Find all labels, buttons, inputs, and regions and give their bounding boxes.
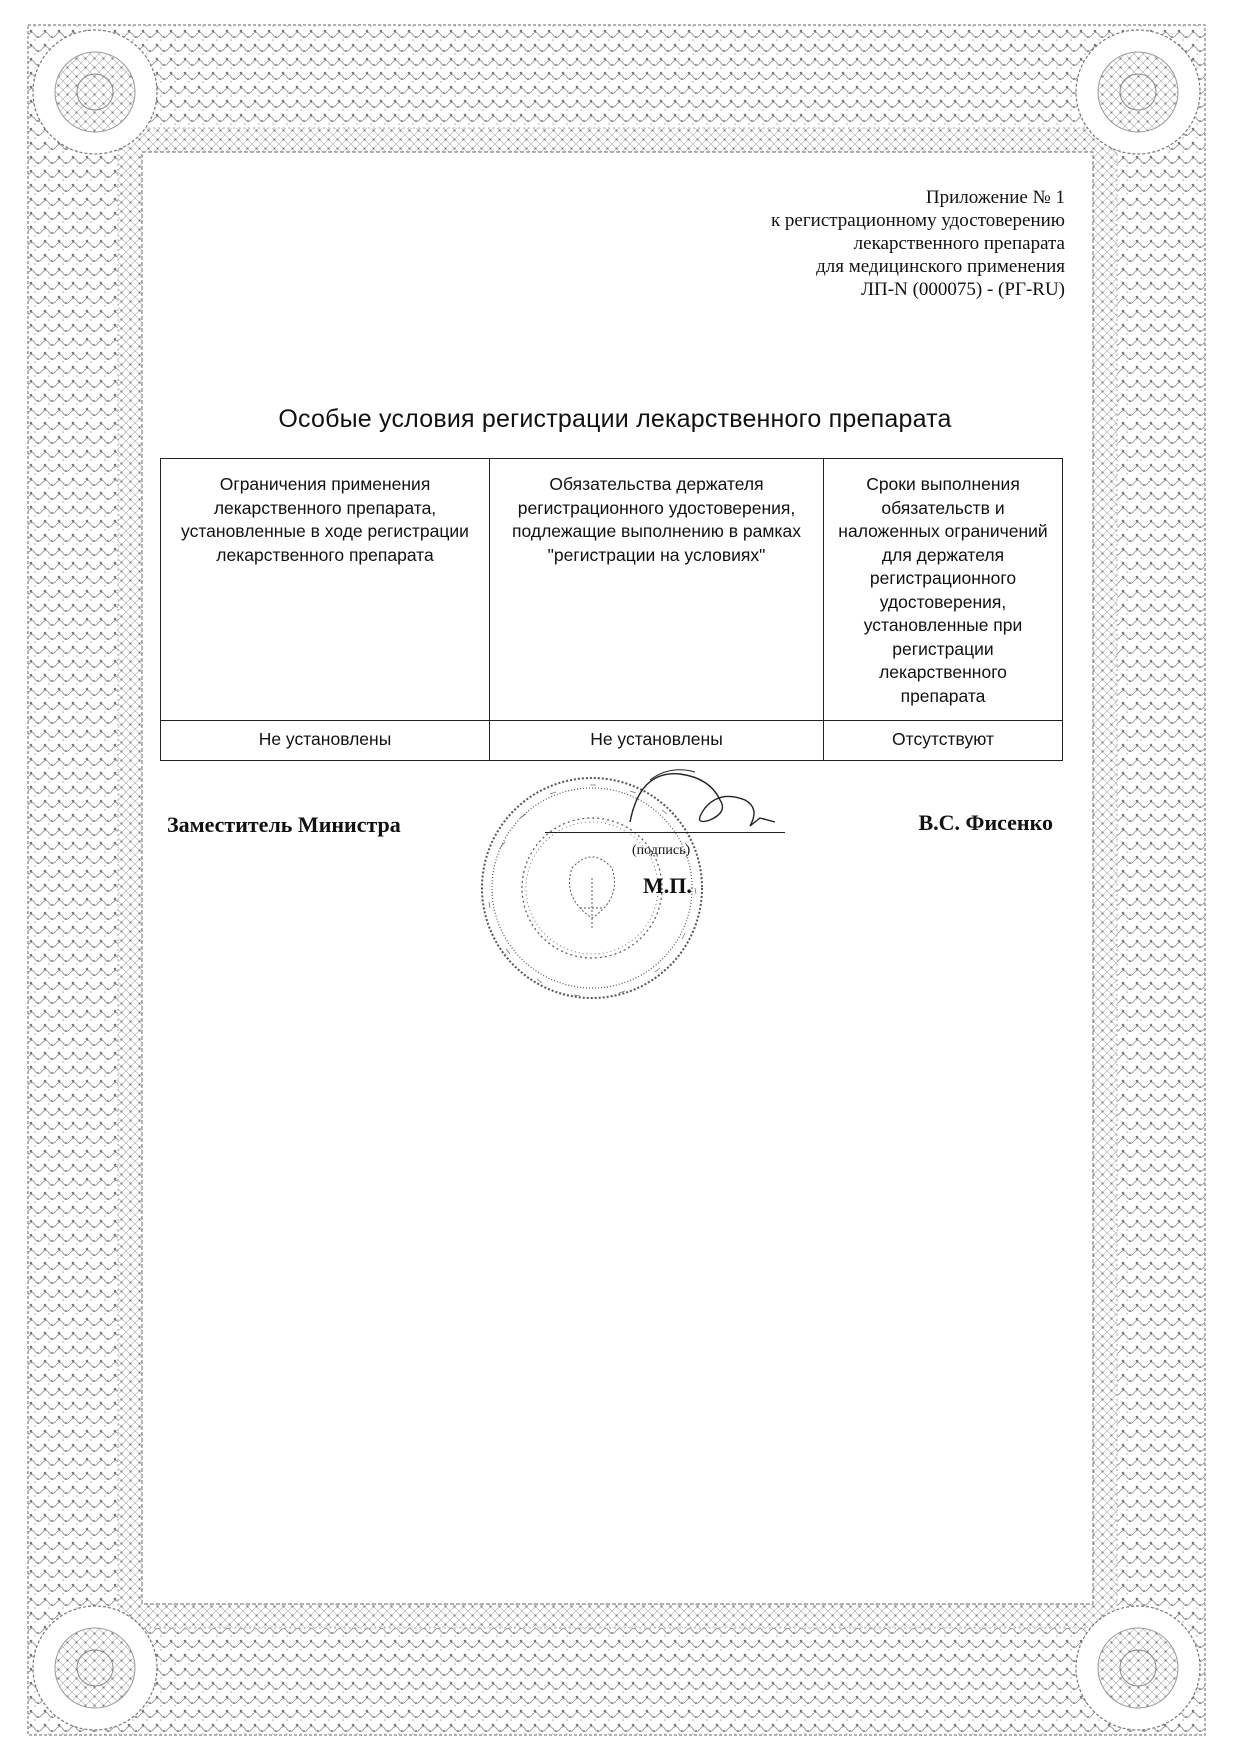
header-restrictions: Ограничения применения лекарственного препарата, установленные в ходе регистрации лекарственного препарата (161, 459, 490, 721)
cell-obligations: Не установлены (490, 721, 824, 761)
cell-restrictions: Не установлены (161, 721, 490, 761)
header-obligations: Обязательства держателя регистрационного удостоверения, подлежащие выполнению в рамках "регистрации на условиях" (490, 459, 824, 721)
annex-line-2: к регистрационному удостоверению (770, 210, 1065, 231)
annex-line-3: лекарственного препарата (853, 233, 1065, 254)
signatory-position: Заместитель Министра (167, 812, 401, 837)
signature-caption: (подпись) (632, 843, 691, 858)
header-deadlines: Сроки выполнения обязательств и наложенных ограничений для держателя регистрационного удостоверения, установленные при регистрации лекарственного препарата (824, 459, 1063, 721)
handwritten-signature (560, 760, 800, 840)
stamp-place-mark: М.П. (643, 873, 692, 898)
annex-line-1: Приложение № 1 (925, 187, 1065, 208)
cell-deadlines: Отсутствуют (824, 721, 1063, 761)
table-header-row (161, 459, 1063, 721)
registration-number: ЛП-N (000075) - (РГ-RU) (861, 279, 1065, 300)
conditions-table (160, 458, 1063, 761)
document-title: Особые условия регистрации лекарственного препарата (278, 405, 952, 433)
signatory-name: В.С. Фисенко (918, 810, 1053, 835)
annex-reference (771, 186, 1065, 301)
table-row (161, 721, 1063, 761)
annex-line-4: для медицинского применения (816, 256, 1065, 277)
signature-line (545, 832, 785, 833)
